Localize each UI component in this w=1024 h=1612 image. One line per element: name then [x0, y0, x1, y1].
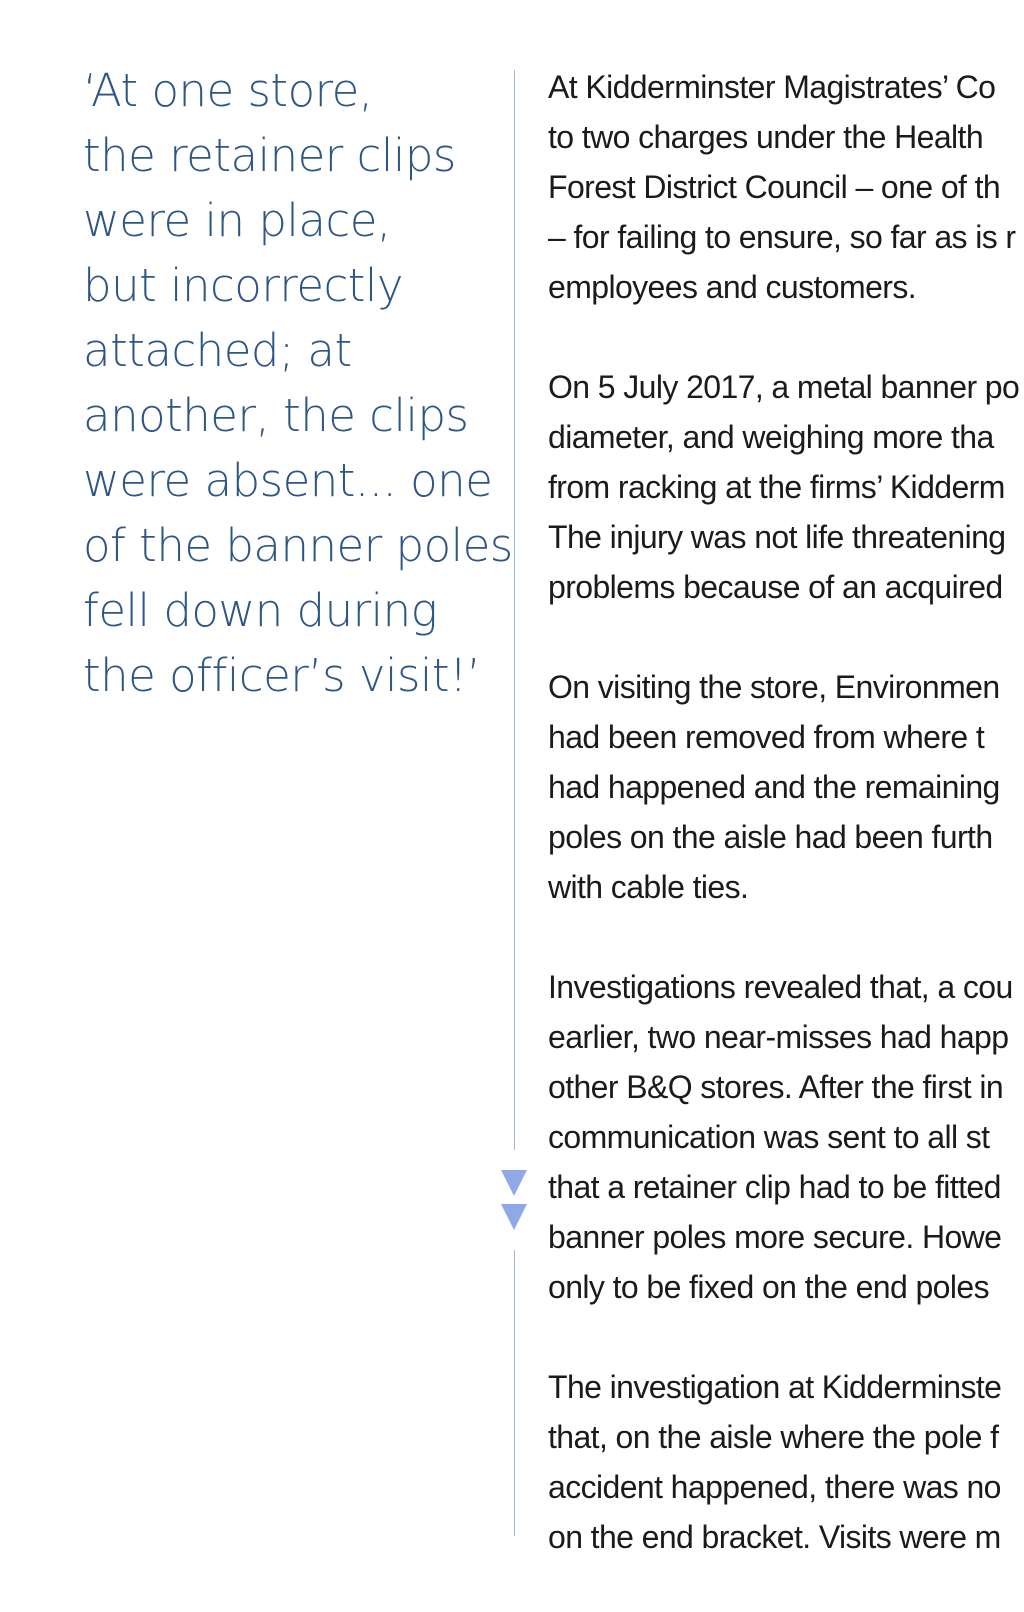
column-divider-rule	[514, 70, 515, 1150]
article-paragraph	[548, 962, 1024, 1312]
pull-quote-line: were in place,	[83, 194, 391, 247]
article-line: Investigations revealed that, a cou	[548, 969, 1013, 1005]
down-triangle-icon	[501, 1170, 527, 1196]
article-line: on the end bracket. Visits were m	[548, 1519, 1001, 1555]
article-paragraph	[548, 362, 1024, 612]
pull-quote-line: were absent... one	[83, 454, 493, 507]
article-line: banner poles more secure. Howe	[548, 1219, 1002, 1255]
article-paragraph	[548, 62, 1024, 312]
article-line: that a retainer clip had to be fitted	[548, 1169, 1001, 1205]
article-line: diameter, and weighing more tha	[548, 419, 994, 455]
article-line: Forest District Council – one of th	[548, 169, 1001, 205]
article-line: At Kidderminster Magistrates’ Co	[548, 69, 996, 105]
article-line: other B&Q stores. After the first in	[548, 1069, 1004, 1105]
pull-quote-line: the officer’s visit!’	[83, 649, 481, 702]
article-line: with cable ties.	[548, 869, 749, 905]
article-line: poles on the aisle had been furth	[548, 819, 993, 855]
article-line: had been removed from where t	[548, 719, 985, 755]
article-line: only to be fixed on the end poles	[548, 1269, 989, 1305]
article-line: employees and customers.	[548, 269, 917, 305]
pull-quote-line: the retainer clips	[83, 129, 456, 182]
article-line: – for failing to ensure, so far as is r	[548, 219, 1016, 255]
article-line: On 5 July 2017, a metal banner po	[548, 369, 1020, 405]
pull-quote-line: but incorrectly	[83, 259, 404, 312]
article-line: to two charges under the Health	[548, 119, 984, 155]
pull-quote-line: ‘At one store,	[83, 64, 373, 117]
column-divider-rule	[514, 1250, 515, 1536]
pull-quote-line: attached; at	[83, 324, 352, 377]
pull-quote-line: fell down during	[83, 584, 438, 637]
pull-quote	[83, 58, 513, 708]
article-line: The injury was not life threatening	[548, 519, 1006, 555]
article-line: communication was sent to all st	[548, 1119, 990, 1155]
pull-quote-line: of the banner poles	[83, 519, 513, 572]
article-body	[548, 62, 1024, 1612]
pull-quote-line: another, the clips	[83, 389, 469, 442]
article-line: accident happened, there was no	[548, 1469, 1001, 1505]
article-line: had happened and the remaining	[548, 769, 1000, 805]
article-line: On visiting the store, Environmen	[548, 669, 1000, 705]
down-triangle-icon	[501, 1204, 527, 1230]
article-line: from racking at the firms’ Kidderm	[548, 469, 1005, 505]
article-line: that, on the aisle where the pole f	[548, 1419, 999, 1455]
article-line: problems because of an acquired	[548, 569, 1003, 605]
article-line: earlier, two near-misses had happ	[548, 1019, 1009, 1055]
article-line: The investigation at Kidderminste	[548, 1369, 1002, 1405]
article-paragraph	[548, 662, 1024, 912]
article-paragraph	[548, 1362, 1024, 1562]
